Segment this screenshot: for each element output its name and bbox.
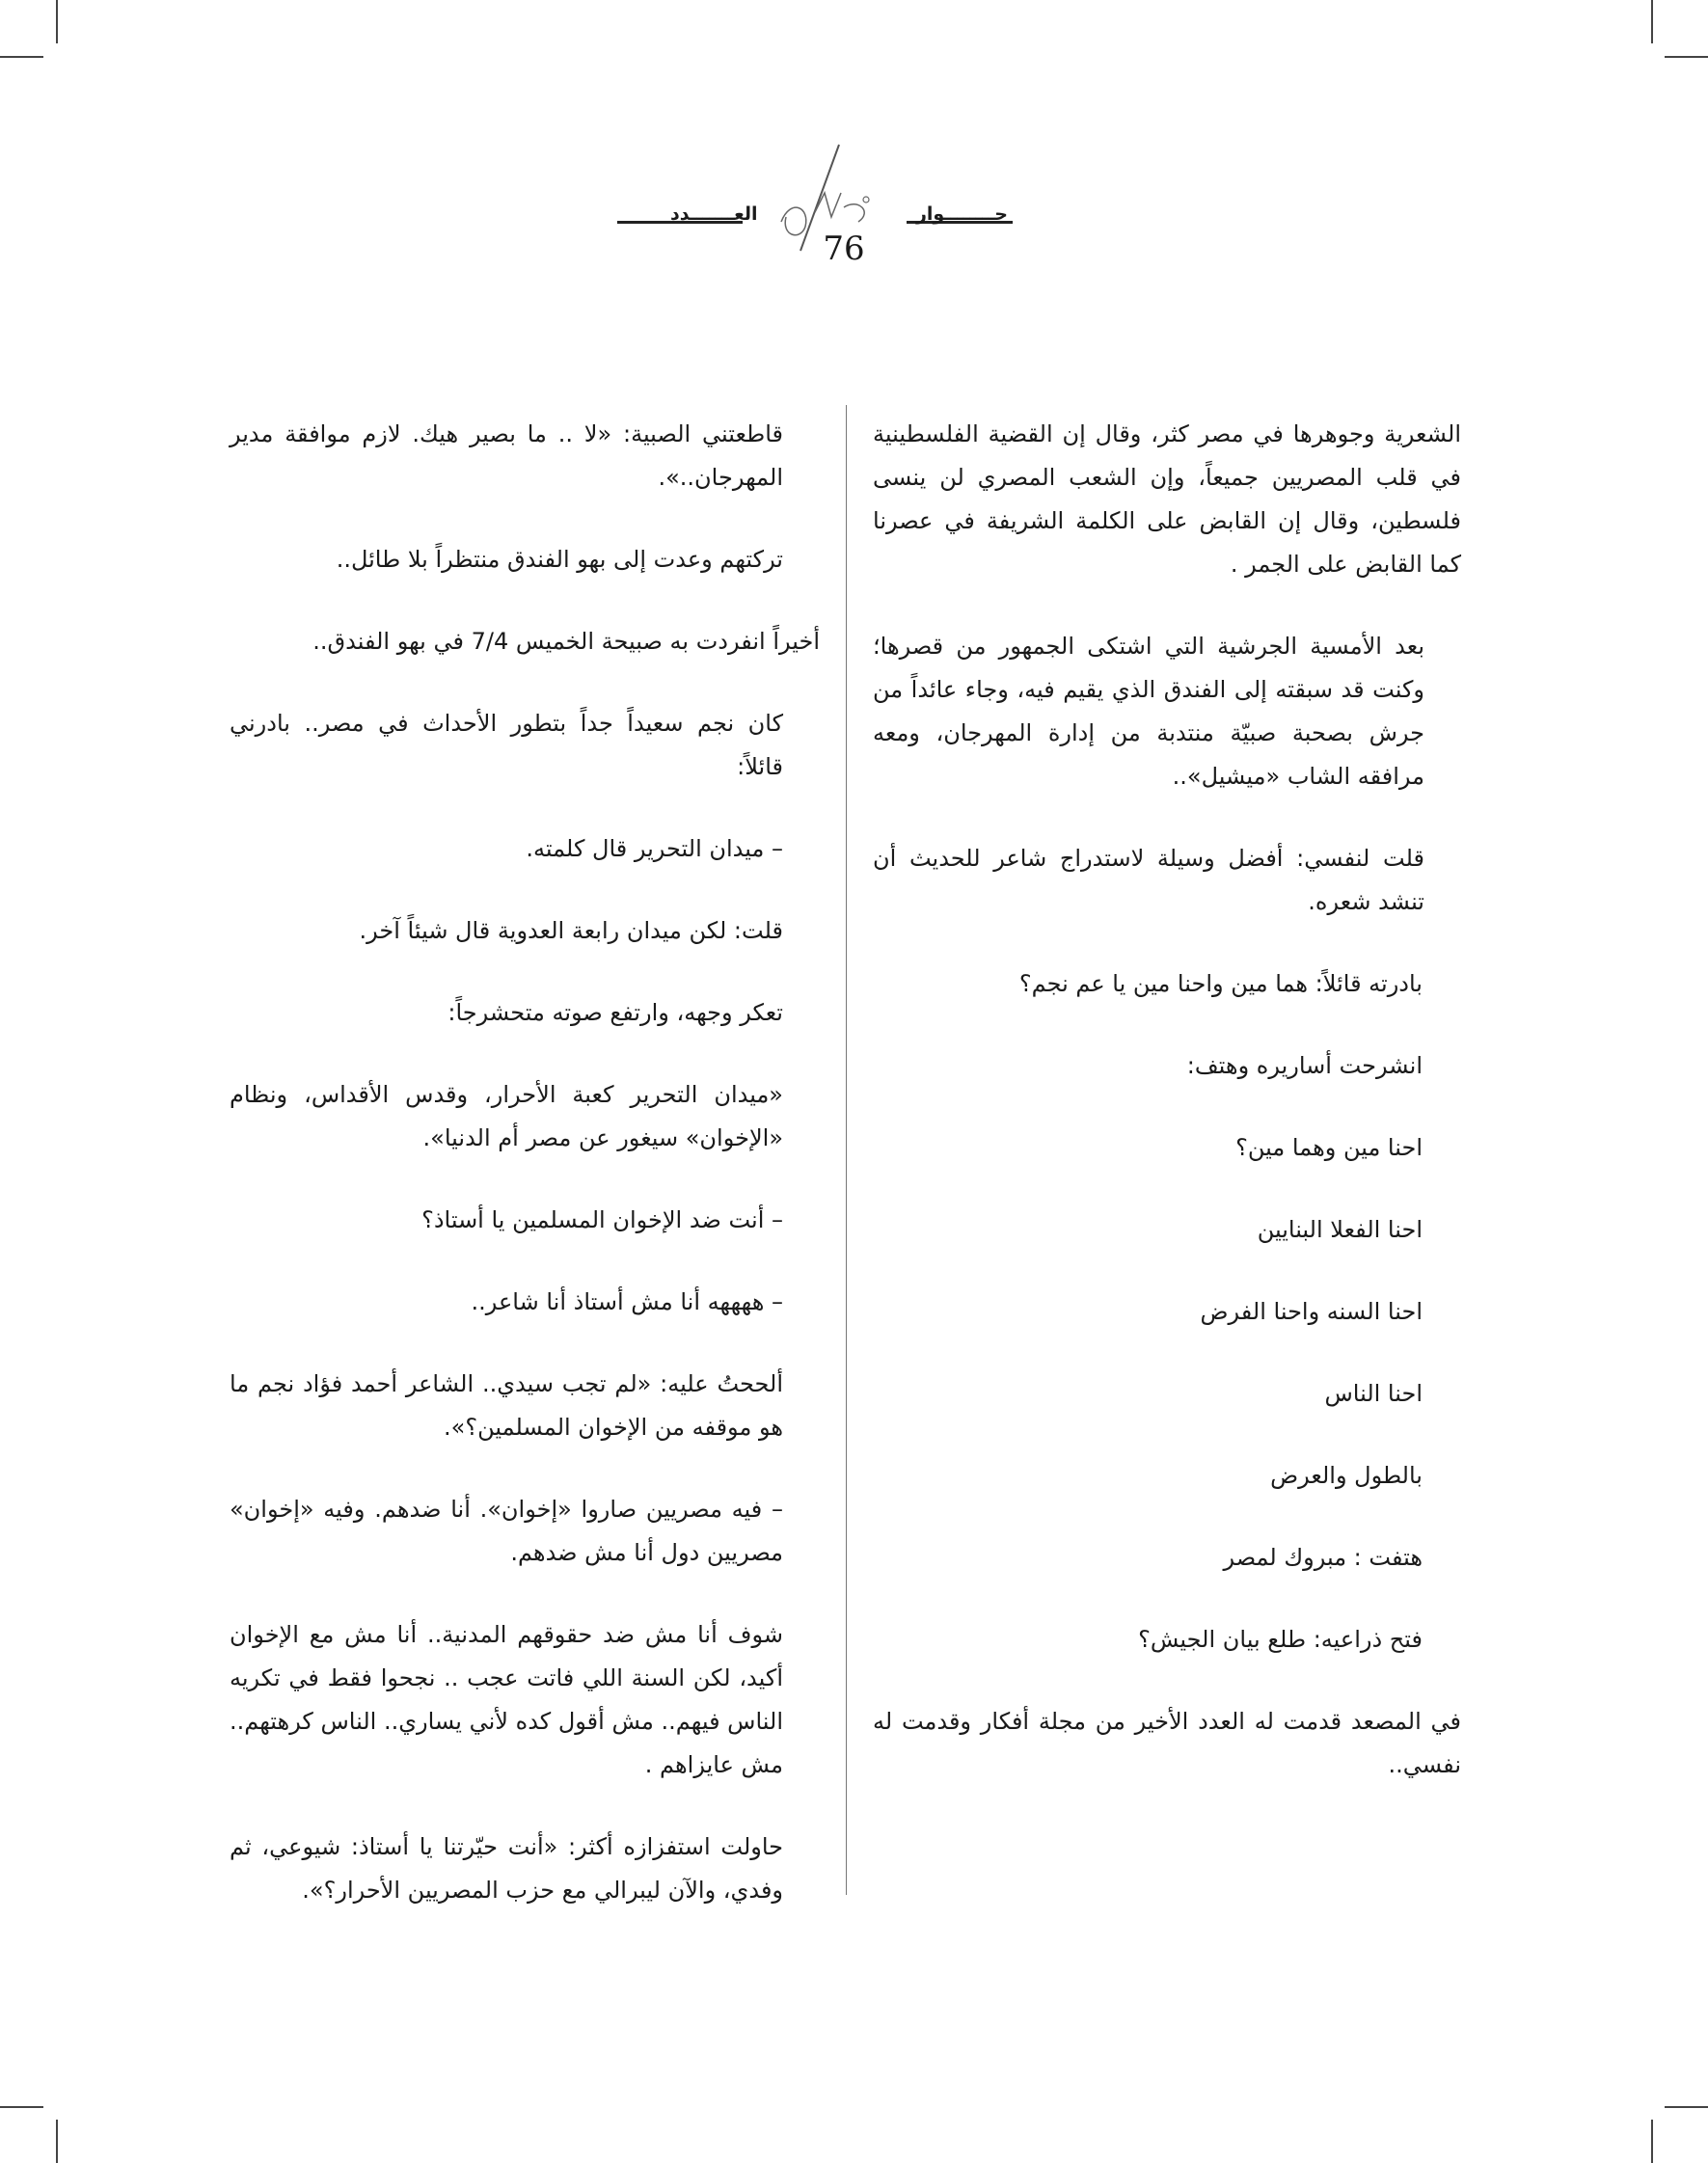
dialogue-line: – فيه مصريين صاروا «إخوان». أنا ضدهم. وفيه «إخوان» مصريين دول أنا مش ضدهم. (230, 1496, 783, 1566)
dialogue-line: – ههههه أنا مش أستاذ أنا شاعر.. (471, 1288, 783, 1315)
poem-line: احنا السنه واحنا الفرض (1200, 1298, 1423, 1325)
paragraph: قاطعتني الصبية: «لا .. ما بصير هيك. لازم موافقة مدير المهرجان..». (230, 420, 783, 491)
crop-mark (1665, 2106, 1708, 2108)
dialogue-line: – ميدان التحرير قال كلمته. (526, 835, 783, 862)
dialogue-line: – أنت ضد الإخوان المسلمين يا أستاذ؟ (421, 1206, 783, 1233)
poem-line: احنا الفعلا البنايين (1257, 1216, 1423, 1243)
column-divider (846, 405, 847, 1895)
section-label: حــــــــوار (915, 203, 1008, 225)
dialogue-line: فتح ذراعيه: طلع بيان الجيش؟ (1138, 1626, 1423, 1653)
poem-line: بالطول والعرض (1270, 1462, 1423, 1489)
paragraph: قلت: لكن ميدان رابعة العدوية قال شيئاً آخر. (359, 917, 783, 944)
paragraph: في المصعد قدمت له العدد الأخير من مجلة أفكار وقدمت له نفسي.. (873, 1708, 1461, 1778)
poem-line: احنا الناس (1324, 1380, 1423, 1407)
dialogue-line: انشرحت أساريره وهتف: (1186, 1052, 1423, 1079)
crop-mark (1665, 56, 1708, 58)
issue-label: العـــــــدد (670, 203, 758, 225)
page-number: 76 (823, 230, 865, 268)
paragraph: ألححتُ عليه: «لم تجب سيدي.. الشاعر أحمد فؤاد نجم ما هو موقفه من الإخوان المسلمين؟». (230, 1370, 783, 1441)
paragraph: بعد الأمسية الجرشية التي اشتكى الجمهور من قصرها؛ وكنت قد سبقته إلى الفندق الذي يقيم فيه، وجاء عائداً من جرش بصحبة صبيّة منتدبة من إدارة المهرجان، ومعه مرافقه الشاب «ميشيل».. (873, 633, 1424, 790)
paragraph: الشعرية وجوهرها في مصر كثر، وقال إن القضية الفلسطينية في قلب المصريين جميعاً، وإن الشعب المصري لن ينسى فلسطين، وقال إن القابض على الكلمة الشريفة في عصرنا كما القابض على الجمر . (873, 420, 1461, 578)
dialogue-line: هتفت : مبروك لمصر (1223, 1544, 1423, 1571)
crop-mark (56, 0, 58, 43)
text-column-left (230, 413, 820, 1951)
quotation: «ميدان التحرير كعبة الأحرار، وقدس الأقداس، ونظام «الإخوان» سيغور عن مصر أم الدنيا». (230, 1081, 783, 1151)
crop-mark (1651, 0, 1653, 43)
crop-mark (0, 56, 43, 58)
crop-mark (0, 2106, 43, 2108)
crop-mark (56, 2120, 58, 2163)
paragraph: شوف أنا مش ضد حقوقهم المدنية.. أنا مش مع الإخوان أكيد، لكن السنة اللي فاتت عجب .. نجحوا فقط في تكريه الناس فيهم.. مش أقول كده لأني يساري.. الناس كرهتهم.. مش عايزاهم . (230, 1621, 783, 1778)
poem-line: احنا مين وهما مين؟ (1235, 1134, 1423, 1161)
paragraph: تعكر وجهه، وارتفع صوته متحشرجاً: (447, 999, 783, 1026)
paragraph: كان نجم سعيداً جداً بتطور الأحداث في مصر.. بادرني قائلاً: (230, 710, 783, 780)
crop-mark (1651, 2120, 1653, 2163)
text-column-right (873, 413, 1461, 1825)
paragraph: قلت لنفسي: أفضل وسيلة لاستدراج شاعر للحديث أن تنشد شعره. (873, 845, 1424, 915)
paragraph: تركتهم وعدت إلى بهو الفندق منتظراً بلا طائل.. (336, 546, 783, 573)
paragraph: حاولت استفزازه أكثر: «أنت حيّرتنا يا أستاذ: شيوعي، ثم وفدي، والآن ليبرالي مع حزب المصريين الأحرار؟». (230, 1833, 783, 1904)
paragraph: أخيراً انفردت به صبيحة الخميس 7/4 في بهو الفندق.. (312, 628, 820, 655)
dialogue-line: بادرته قائلاً: هما مين واحنا مين يا عم نجم؟ (1018, 970, 1423, 997)
